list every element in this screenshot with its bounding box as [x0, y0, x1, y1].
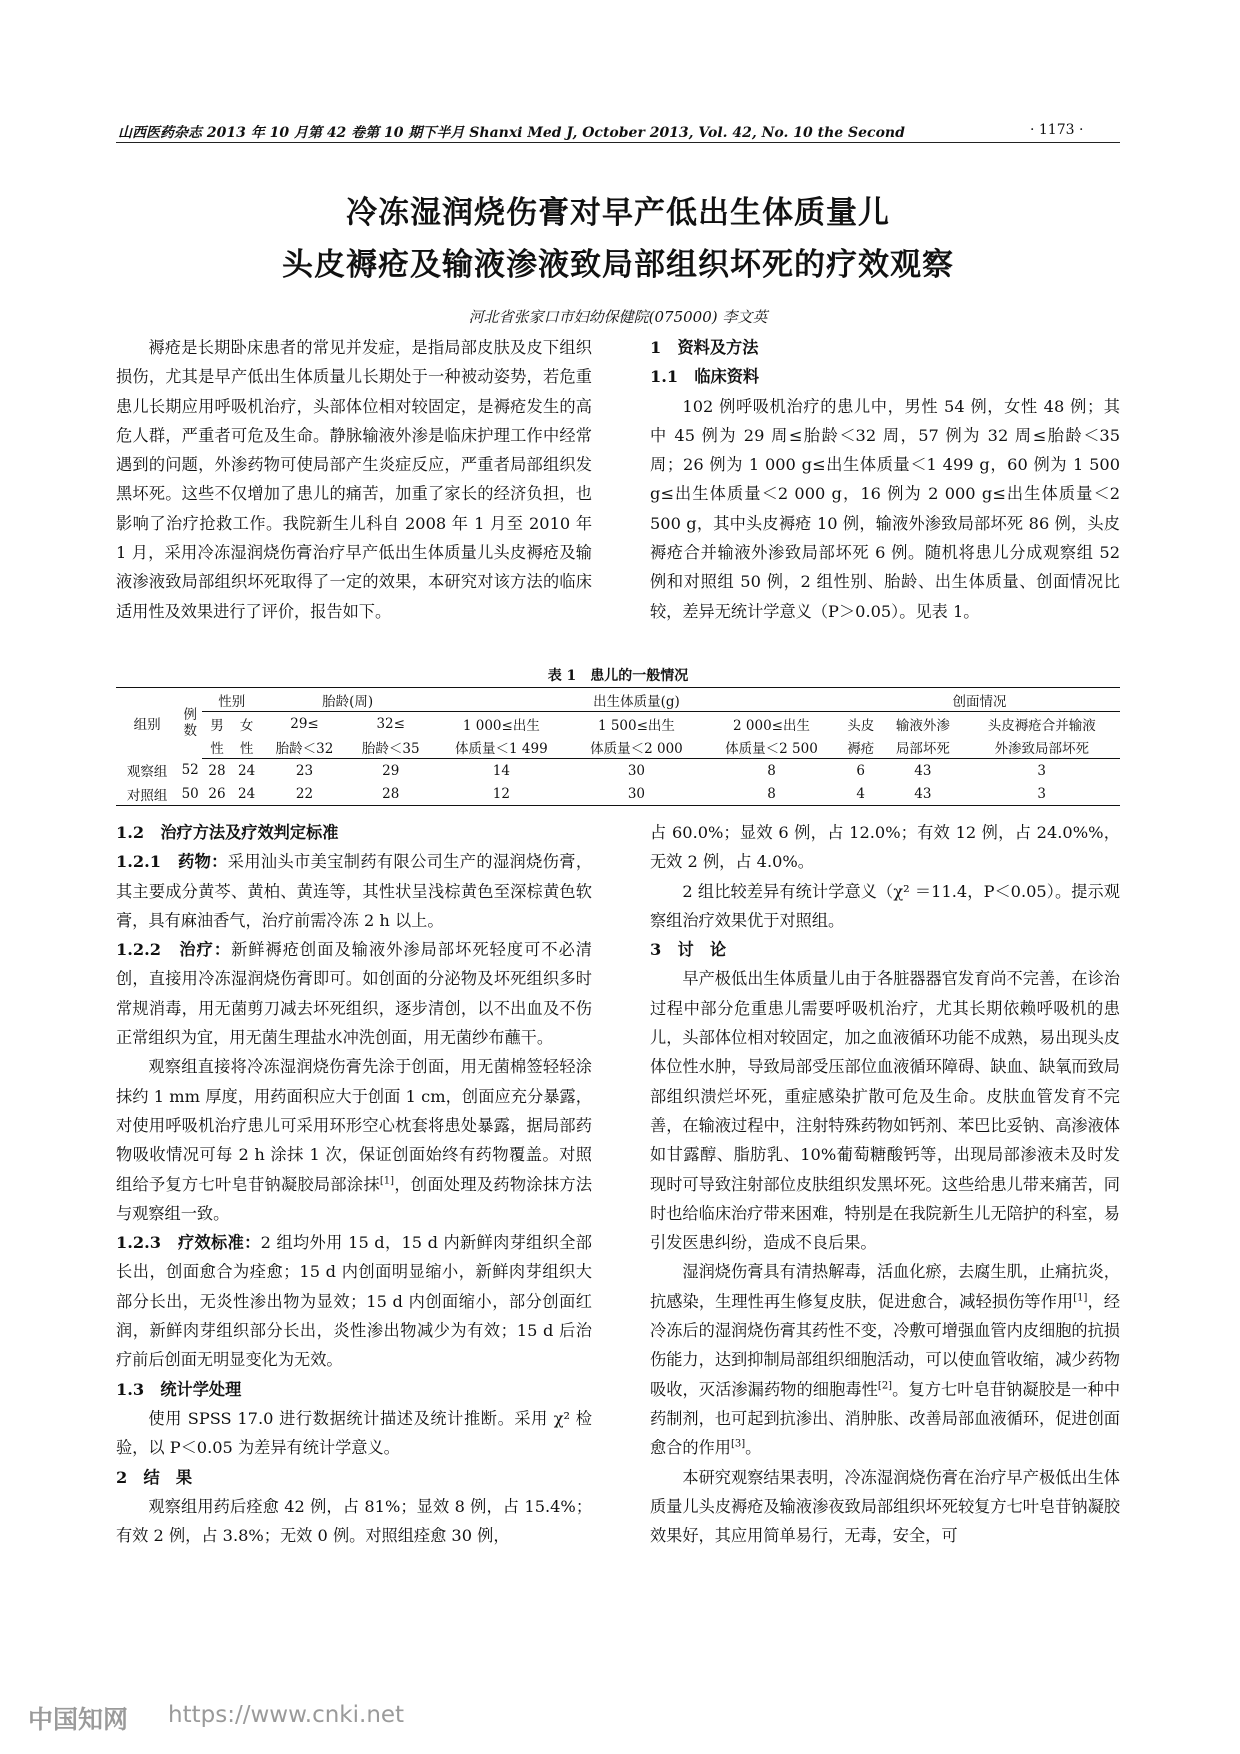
discussion-paragraph-1: 早产极低出生体质量儿由于各脏器器官发育尚不完善，在诊治过程中部分危重患儿需要呼吸机治疗，尤其长期依赖呼吸机的患儿，头部体位相对较固定，加之血液循环功能不成熟，易出现头皮体位性水肿，导致局部受压部位血液循环障碍、缺血、缺氧而致局部组织溃烂坏死，重症感染扩散可危及生命。皮肤血管发育不完善，在输液过程中，注射特殊药物如钙剂、苯巴比妥钠、高渗液体如甘露醇、脂肪乳、10%葡萄糖酸钙等，出现局部渗液未及时发现时可导致注射部位皮肤组织发黑坏死。这些给患儿带来痛苦，同时也给临床治疗带来困难，特别是在我院新生儿无陪护的科室，易引发医患纠纷，造成不良后果。 — [650, 969, 1120, 1253]
treatment-text: 新鲜褥疮创面及输液外渗局部坏死轻度可不必清创，直接用冷冻湿润烧伤膏即可。如创面的分泌物及坏死组织多时常规消毒，用无菌剪刀减去坏死组织，逐步清创，以不出血及不伤正常组织为宜，用无菌生理盐水冲洗创面，用无菌纱布蘸干。 — [116, 940, 592, 1048]
table-cell-wound3: 3 — [1037, 762, 1046, 779]
table-header-n: 例数 — [178, 688, 202, 759]
table-subheader-male-1: 男 — [210, 717, 224, 734]
table-subheader-wound1-line2: 褥疮 — [839, 735, 882, 759]
clinical-data-paragraph: 102 例呼吸机治疗的患儿中，男性 54 例，女性 48 例；其中 45 例为 29 周≤胎龄＜32 周，57 例为 32 周≤胎龄＜35 周；26 例为 1 000 g≤出生体质量＜1 499 g，60 例为 1 500 g≤出生体质量＜2 000 g，16 例为 2 000 g≤出生体质量＜2 500 g，其中头皮褥疮 10 例，输液外渗致局部坏死 86 例，头皮褥疮合并输液外渗致局部坏死 6 例。随机将患儿分成观察组 52 例和对照组 50 例，2 组性别、胎龄、出生体质量、创面情况比较，差异无统计学意义（P＞0.05）。见表 1。 — [650, 396, 1120, 621]
table-cell-weight1: 14 — [492, 762, 510, 779]
table-subheader-age2-line2: 胎龄＜35 — [348, 735, 434, 759]
table-cell-n: 52 — [181, 762, 199, 779]
table-header-row-3 — [116, 735, 1120, 759]
results-paragraph-1-continued: 占 60.0%；显效 6 例，占 12.0%；有效 12 例，占 24.0%%，无效 2 例，占 4.0%。 — [650, 823, 1120, 872]
table-caption: 表 1 患儿的一般情况 — [547, 668, 689, 684]
citation-ref: [3] — [730, 1438, 746, 1450]
author-affiliation: 河北省张家口市妇幼保健院(075000) 李文英 — [468, 308, 768, 326]
table-cell-male: 26 — [202, 782, 232, 806]
table-patient-characteristics — [116, 687, 1120, 806]
table-cell-weight1: 12 — [434, 782, 569, 806]
table-subheader-weight1-line1: 1 000≤出生 — [462, 717, 540, 734]
table-header-row-1 — [116, 688, 1120, 712]
treatment-detail-text: 观察组直接将冷冻湿润烧伤膏先涂于创面，用无菌棉签轻轻涂抹约 1 mm 厚度，用药面积应大于创面 1 cm，创面应充分暴露，对使用呼吸机治疗患儿可采用环形空心枕套将患处暴露，据局部药物吸收情况可每 2 h 涂抹 1 次，保证创面始终有药物覆盖。对照组给予复方七叶皂苷钠凝胶局部涂抹 — [116, 1057, 592, 1194]
table-cell-weight2: 30 — [569, 782, 704, 806]
subsection-heading-clinical-data: 1.1 临床资料 — [650, 367, 760, 387]
methods-column-top — [650, 333, 1120, 626]
header-rule — [116, 142, 1120, 143]
article-title — [116, 187, 1120, 291]
table-subheader-weight3-line2: 体质量＜2 500 — [704, 735, 839, 759]
citation-ref: [2] — [877, 1380, 893, 1392]
table-row — [116, 759, 1120, 783]
table-cell-group: 观察组 — [126, 764, 168, 781]
table-subheader-female-2: 性 — [232, 735, 262, 759]
subsection-heading-statistics: 1.3 统计学处理 — [116, 1379, 242, 1399]
table-subheader-male-2: 性 — [202, 735, 232, 759]
table-cell-wound3: 3 — [963, 782, 1120, 806]
table-cell-wound1: 6 — [856, 762, 865, 779]
table-subheader-weight2-line1: 1 500≤出生 — [597, 717, 675, 734]
discussion-p2-text-a: 湿润烧伤膏具有清热解毒，活血化瘀，去腐生肌，止痛抗炎，抗感染，生理性再生修复皮肤，促进愈合，减轻损伤等作用 — [650, 1262, 1120, 1311]
cnki-logo: 中国知网 — [28, 1705, 129, 1734]
treatment-detail-paragraph — [116, 1052, 592, 1228]
table-cell-female: 24 — [238, 762, 256, 779]
table-cell-age2: 29 — [382, 762, 400, 779]
table-cell-wound2: 43 — [882, 782, 963, 806]
table-subheader-female-1: 女 — [239, 717, 254, 734]
citation-ref: [1] — [379, 1175, 395, 1187]
table-subheader-wound2-line1: 输液外渗 — [895, 717, 950, 734]
table-cell-weight3: 8 — [704, 782, 839, 806]
running-header-journal: 山西医药杂志 2013 年 10 月第 42 卷第 10 期下半月 Shanxi Med J, October 2013, Vol. 42, No. 10 the Second — [118, 125, 905, 141]
table-cell-age2: 28 — [348, 782, 434, 806]
treatment-detail-text-end: ，创面处理及药物涂抹方法与观察组一致。 — [116, 1174, 593, 1223]
table-cell-wound2: 43 — [914, 762, 932, 779]
intro-column — [116, 333, 592, 626]
table-header-group: 组别 — [116, 688, 178, 759]
table-subheader-weight1-line2: 体质量＜1 499 — [434, 735, 569, 759]
intro-paragraph: 褥疮是长期卧床患者的常见并发症，是指局部皮肤及皮下组织损伤，尤其是早产低出生体质量儿长期处于一种被动姿势，若危重患儿长期应用呼吸机治疗，头部体位相对较固定，是褥疮发生的高危人群，严重者可危及生命。静脉输液外渗是临床护理工作中经常遇到的问题，外渗药物可使局部产生炎症反应，严重者局部组织发黑坏死。这些不仅增加了患儿的痛苦，加重了家长的经济负担，也影响了治疗抢救工作。我院新生儿科自 2008 年 1 月至 2010 年 1 月，采用冷冻湿润烧伤膏治疗早产低出生体质量儿头皮褥疮及输液渗液致局部组织坏死取得了一定的效果，本研究对该方法的临床适用性及效果进行了评价，报告如下。 — [116, 338, 592, 621]
discussion-p2-text-c: 。复方七叶皂苷钠凝胶是一种中药制剂，也可起到抗渗出、消肿胀、改善局部血液循环，促进创面愈合的作用 — [650, 1379, 1121, 1458]
table-subheader-age1-line2: 胎龄＜32 — [261, 735, 347, 759]
discussion-paragraph-3: 本研究观察结果表明，冷冻湿润烧伤膏在治疗早产极低出生体质量儿头皮褥疮及输液渗夜致局部组织坏死较复方七叶皂苷钠凝胶效果好，其应用简单易行，无毒，安全，可 — [650, 1467, 1120, 1546]
table-subheader-age1-line1: 29≤ — [290, 715, 319, 732]
table-subheader-weight3-line1: 2 000≤出生 — [733, 717, 810, 734]
discussion-paragraph-2 — [650, 1257, 1120, 1462]
table-cell-age1: 22 — [261, 782, 347, 806]
table-subheader-wound2-line2: 局部坏死 — [882, 735, 963, 759]
results-paragraph-1: 观察组用药后痊愈 42 例，占 81%；显效 8 例，占 15.4%；有效 2 例，占 3.8%；无效 0 例。对照组痊愈 30 例， — [116, 1496, 592, 1546]
table-cell-wound1: 4 — [839, 782, 882, 806]
section-heading-discussion: 3 讨 论 — [650, 940, 727, 960]
discussion-p2-text-b: ，经冷冻后的湿润烧伤膏其药性不变，冷敷可增强血管内皮细胞的抗损伤能力，达到抑制局部组织细胞活动，可以使血管收缩，减少药物吸收，灭活渗漏药物的细胞毒性 — [650, 1291, 1121, 1399]
article-title-line-1: 冷冻湿润烧伤膏对早产低出生体质量儿 — [346, 195, 890, 231]
table-row — [116, 782, 1120, 806]
discussion-column — [650, 818, 1120, 1550]
methods-column-bottom — [116, 818, 592, 1550]
section-heading-methods: 1 资料及方法 — [650, 338, 759, 357]
table-subheader-weight2-line2: 体质量＜2 000 — [569, 735, 704, 759]
criteria-text: 2 组均外用 15 d，15 d 内新鲜肉芽组织全部长出，创面愈合为痊愈；15 d 内创面明显缩小，新鲜肉芽组织大部分长出，无炎性渗出物为显效；15 d 内创面缩小，部分创面红润，新鲜肉芽组织部分长出，炎性渗出物减少为有效；15 d 后治疗前后创面无明显变化为无效。 — [116, 1233, 592, 1370]
criteria-label: 1.2.3 疗效标准： — [116, 1233, 261, 1253]
table-cell-weight3: 8 — [767, 762, 776, 779]
table-cell-n: 50 — [178, 782, 202, 806]
table-header-wound: 创面情况 — [839, 688, 1120, 712]
cnki-url[interactable]: https://www.cnki.net — [168, 1702, 405, 1728]
table-cell-female: 24 — [232, 782, 262, 806]
results-paragraph-2: 2 组比较差异有统计学意义（χ² ＝11.4，P＜0.05）。提示观察组治疗效果优于对照组。 — [650, 881, 1120, 930]
section-heading-results: 2 结 果 — [116, 1467, 193, 1487]
table-cell-weight2: 30 — [627, 762, 646, 779]
table-subheader-age2-line1: 32≤ — [376, 715, 405, 732]
criteria-paragraph — [116, 1228, 592, 1374]
table-header-age: 胎龄(周) — [261, 688, 433, 712]
drug-text: 采用汕头市美宝制药有限公司生产的湿润烧伤膏，其主要成分黄芩、黄柏、黄连等，其性状呈浅棕黄色至深棕黄色软膏，具有麻油香气，治疗前需冷冻 2 h 以上。 — [116, 852, 593, 930]
subsection-heading-treatment: 1.2 治疗方法及疗效判定标准 — [116, 823, 339, 842]
table-header-weight: 出生体质量(g) — [434, 688, 839, 712]
table-subheader-wound3-line2: 外渗致局部坏死 — [963, 735, 1120, 759]
treatment-label: 1.2.2 治疗： — [116, 940, 232, 960]
table-cell-group: 对照组 — [116, 782, 178, 806]
table-header-row-2 — [116, 712, 1120, 736]
table-cell-male: 28 — [208, 762, 226, 779]
table-subheader-wound1-line1: 头皮 — [847, 717, 875, 734]
article-title-line-2: 头皮褥疮及输液渗液致局部组织坏死的疗效观察 — [282, 247, 954, 283]
drug-label: 1.2.1 药物： — [116, 852, 228, 872]
table-subheader-wound3-line1: 头皮褥疮合并输液 — [987, 717, 1096, 734]
statistics-paragraph: 使用 SPSS 17.0 进行数据统计描述及统计推断。采用 χ² 检验，以 P＜0.05 为差异有统计学意义。 — [116, 1408, 592, 1458]
table-cell-age1: 23 — [295, 762, 314, 779]
citation-ref: [1] — [1073, 1292, 1088, 1304]
discussion-p2-text-d: 。 — [745, 1438, 762, 1458]
table-header-sex: 性别 — [202, 688, 261, 712]
treatment-paragraph — [116, 935, 592, 1052]
page-number: · 1173 · — [1030, 122, 1084, 138]
drug-paragraph — [116, 847, 592, 935]
